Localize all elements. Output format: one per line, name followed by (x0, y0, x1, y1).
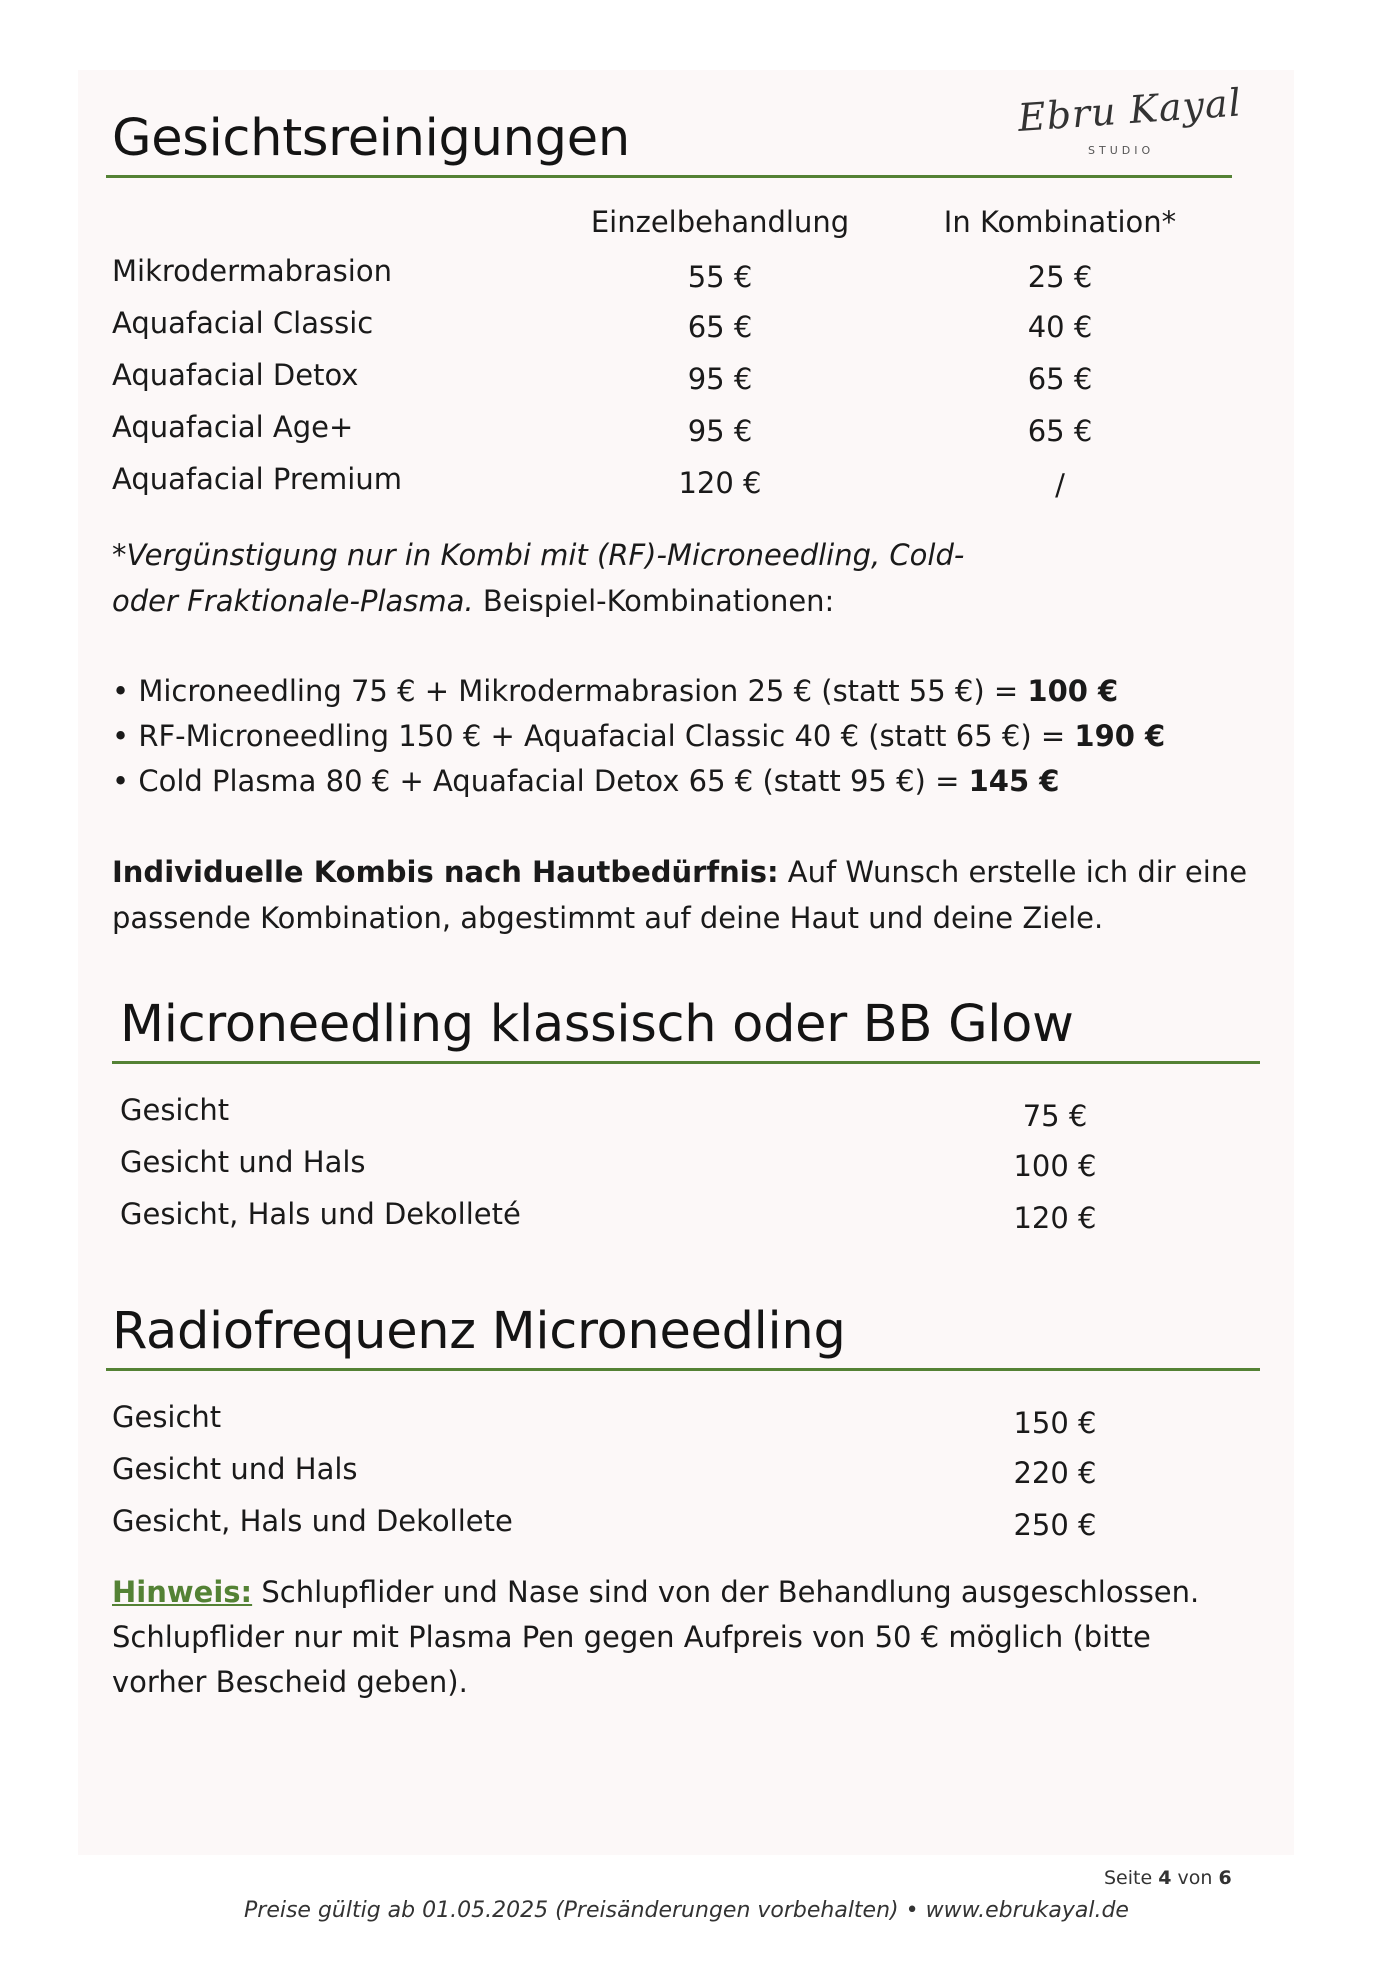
price-single: 55 € (687, 260, 753, 294)
combo-footnote-rest: Beispiel-Kombinationen: (473, 584, 835, 618)
price-combo: 65 € (1027, 362, 1093, 396)
price: 150 € (1013, 1406, 1097, 1440)
treatment-name: Aquafacial Classic (112, 306, 374, 340)
hint-line2: Schlupflider nur mit Plasma Pen gegen Aufpreis von 50 € möglich (bitte (112, 1620, 1151, 1654)
treatment-name: Gesicht (112, 1400, 222, 1434)
treatment-name: Gesicht und Hals (120, 1145, 366, 1179)
section-title-microneedling: Microneedling klassisch oder BB Glow (120, 995, 1074, 1054)
price: 120 € (1013, 1201, 1097, 1235)
price: 100 € (1013, 1149, 1097, 1183)
section-title-gesichtsreinigungen: Gesichtsreinigungen (112, 109, 630, 168)
column-header-kombi: In Kombination* (943, 205, 1177, 239)
treatment-name: Gesicht, Hals und Dekolleté (120, 1197, 521, 1231)
treatment-name: Aquafacial Age+ (112, 410, 354, 444)
combo-total: 145 € (968, 764, 1060, 798)
price-combo: / (1055, 468, 1065, 502)
price-single: 95 € (687, 414, 753, 448)
combo-total: 100 € (1027, 674, 1119, 708)
page-number: Seite 4 von 6 (1104, 1867, 1232, 1889)
price-single: 65 € (687, 310, 753, 344)
price-single: 95 € (687, 362, 753, 396)
treatment-name: Aquafacial Detox (112, 358, 359, 392)
individual-combos-line2: passende Kombination, abgestimmt auf deine Haut und deine Ziele. (112, 901, 1104, 935)
treatment-name: Aquafacial Premium (112, 462, 402, 496)
hint-line3: vorher Bescheid geben). (112, 1665, 468, 1699)
treatment-name: Gesicht (120, 1093, 230, 1127)
hint-paragraph: Hinweis: Schlupflider und Nase sind von der Behandlung ausgeschlossen. (112, 1575, 1200, 1609)
section-divider (112, 1061, 1260, 1064)
combo-example: • Microneedling 75 € + Mikrodermabrasion 25 € (statt 55 €) = 100 € (112, 674, 1119, 708)
treatment-name: Gesicht, Hals und Dekollete (112, 1504, 513, 1538)
treatment-name: Mikrodermabrasion (112, 254, 392, 288)
footer-validity: Preise gültig ab 01.05.2025 (Preisänderungen vorbehalten) • www.ebrukayal.de (244, 1898, 1129, 1923)
price: 250 € (1013, 1508, 1097, 1542)
combo-footnote-line1: *Vergünstigung nur in Kombi mit (RF)-Microneedling, Cold- (112, 538, 965, 572)
studio-logo: Ebru Kayal (1016, 80, 1244, 140)
combo-footnote-line2 (112, 584, 835, 618)
price-combo: 65 € (1027, 414, 1093, 448)
section-divider (106, 1368, 1260, 1371)
individual-combos-paragraph: Individuelle Kombis nach Hautbedürfnis: Auf Wunsch erstelle ich dir eine (112, 855, 1248, 889)
combo-example: • Cold Plasma 80 € + Aquafacial Detox 65 € (statt 95 €) = 145 € (112, 764, 1060, 798)
combo-total: 190 € (1074, 719, 1166, 753)
combo-footnote-italic: oder Fraktionale-Plasma. (112, 584, 474, 618)
individual-combos-label: Individuelle Kombis nach Hautbedürfnis: (112, 855, 779, 889)
hint-label: Hinweis: (112, 1575, 253, 1609)
section-divider (106, 175, 1232, 178)
combo-example: • RF-Microneedling 150 € + Aquafacial Classic 40 € (statt 65 €) = 190 € (112, 719, 1166, 753)
treatment-name: Gesicht und Hals (112, 1452, 358, 1486)
studio-logo-sub: STUDIO (1088, 144, 1155, 157)
price: 75 € (1022, 1099, 1088, 1133)
price: 220 € (1013, 1456, 1097, 1490)
column-header-einzel: Einzelbehandlung (590, 205, 850, 239)
section-title-radiofrequenz: Radiofrequenz Microneedling (112, 1302, 846, 1361)
price-combo: 40 € (1027, 310, 1093, 344)
price-single: 120 € (678, 466, 762, 500)
price-combo: 25 € (1027, 260, 1093, 294)
